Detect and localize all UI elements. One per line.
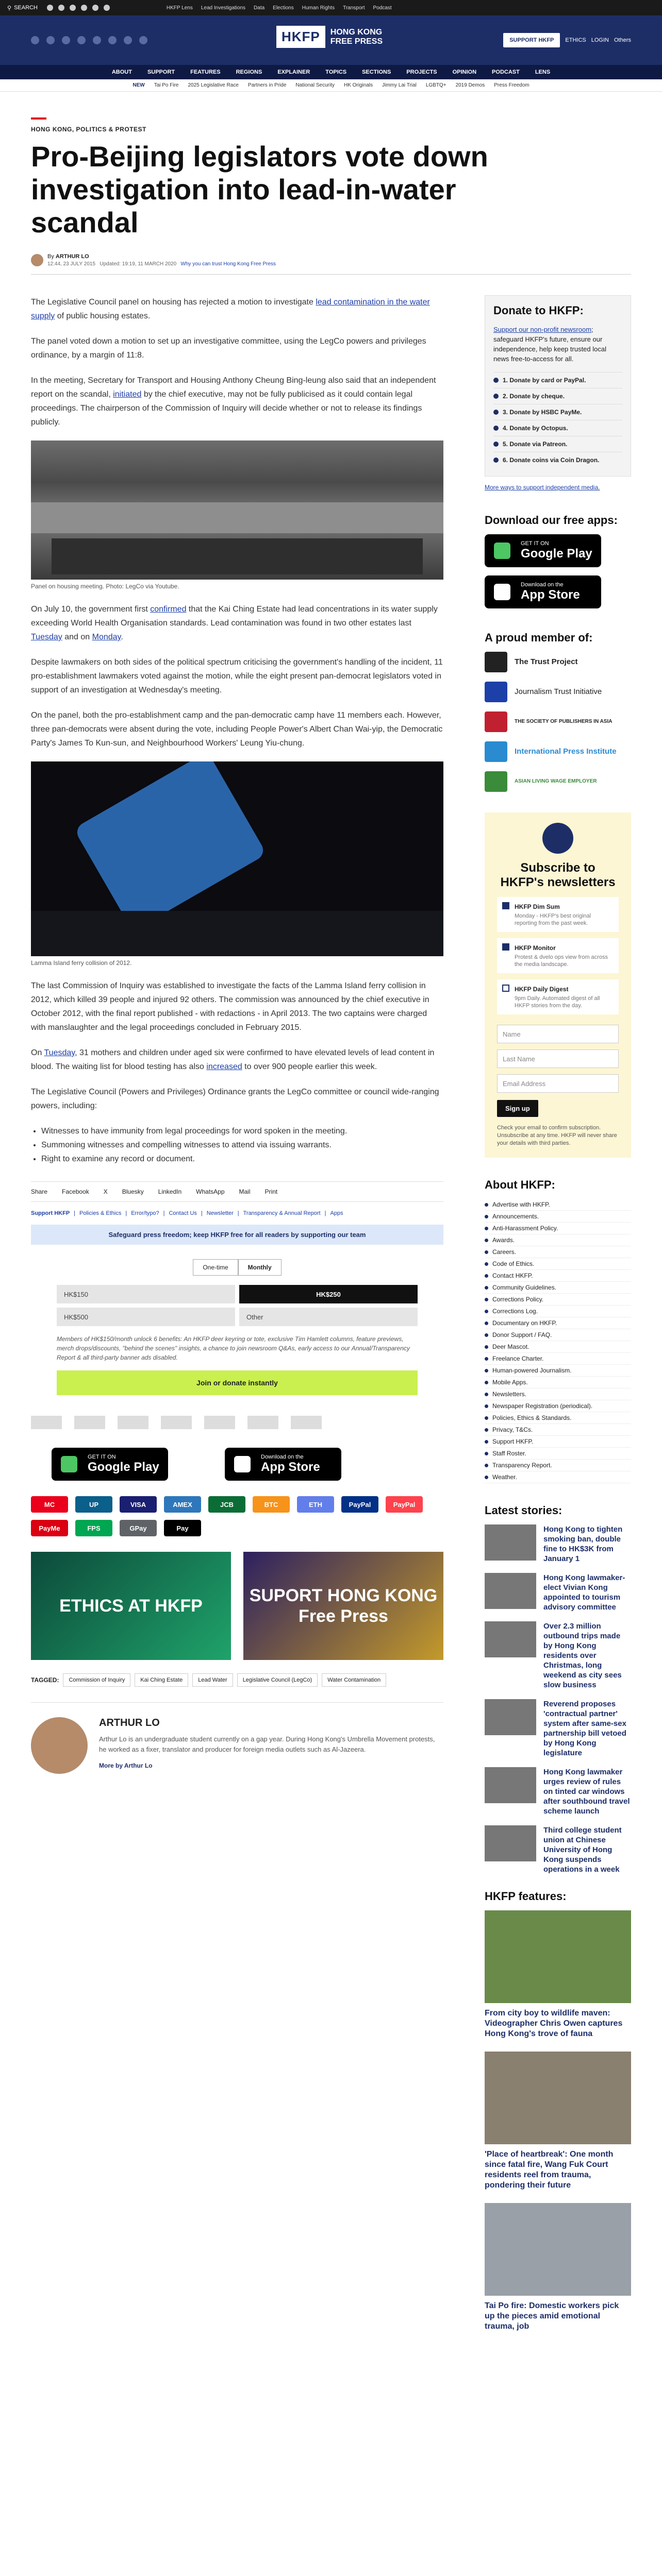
subnav-item[interactable]: 2025 Legislative Race	[188, 82, 239, 88]
accent-bar	[31, 117, 46, 120]
article-headline: Pro-Beijing legislators vote down investigation into lead-in-water scandal	[31, 140, 488, 239]
subnav-item[interactable]: 2019 Demos	[455, 82, 485, 88]
about-item[interactable]: Weather.	[485, 1471, 631, 1483]
member-title: A proud member of:	[485, 631, 593, 644]
nav-item[interactable]: EXPLAINER	[277, 69, 310, 75]
list-item: • Summoning witnesses and compelling witnesses to attend via issuing warrants.	[41, 1138, 443, 1152]
support-link[interactable]: Contact Us	[169, 1210, 197, 1216]
mastercard-icon: MC	[31, 1496, 68, 1513]
about-item[interactable]: Mobile Apps.	[485, 1377, 631, 1388]
donate-option[interactable]: 3. Donate by HSBC PayMe.	[493, 404, 622, 420]
paypal-icon: PayPal	[341, 1496, 378, 1513]
logo-mark: HKFP	[276, 26, 325, 48]
amex-icon: AMEX	[164, 1496, 201, 1513]
ferry-collision-photo	[31, 761, 443, 956]
subnav-item[interactable]: LGBTQ+	[425, 82, 446, 88]
about-item[interactable]: Privacy, T&Cs.	[485, 1424, 631, 1436]
about-item[interactable]: Documentary on HKFP.	[485, 1317, 631, 1329]
search-icon: ⚲	[7, 5, 12, 11]
share-whatsapp[interactable]: WhatsApp	[196, 1188, 225, 1195]
play-icon	[61, 1456, 77, 1472]
facebook-icon[interactable]	[47, 5, 53, 11]
instagram-icon[interactable]	[62, 36, 70, 44]
latest-story[interactable]: Over 2.3 million outbound trips made by Hong Kong residents over Christmas, long weekend as city sees slow business	[485, 1621, 631, 1690]
payment-methods	[31, 1496, 433, 1536]
nav-item[interactable]: TOPICS	[325, 69, 347, 75]
subnav-item[interactable]: National Security	[295, 82, 335, 88]
about-item[interactable]: Staff Roster.	[485, 1448, 631, 1460]
feature-story[interactable]: 'Place of heartbreak': One month since fatal fire, Wang Fuk Court residents reel from trauma, pondering their future	[485, 2052, 631, 2191]
about-item[interactable]: Code of Ethics.	[485, 1258, 631, 1270]
support-banner[interactable]: Safeguard press freedom; keep HKFP free for all readers by supporting our team	[31, 1225, 443, 1245]
monthly-tab[interactable]: Monthly	[238, 1259, 282, 1276]
about-item[interactable]: Newspaper Registration (periodical).	[485, 1400, 631, 1412]
tag[interactable]: Commission of Inquiry	[63, 1673, 130, 1687]
newsletter-option[interactable]: HKFP Daily Digest 9pm Daily. Automated digest of all HKFP stories from the day.	[497, 979, 619, 1014]
donate-option[interactable]: 4. Donate by Octopus.	[493, 420, 622, 436]
trending-link[interactable]: Elections	[273, 5, 294, 11]
asian-living-wage-logo	[291, 1416, 322, 1429]
fps-icon: FPS	[75, 1520, 112, 1536]
support-link[interactable]: Support HKFP	[31, 1210, 70, 1216]
apple-icon	[234, 1456, 251, 1472]
sopa-logo	[485, 711, 507, 732]
nav-item[interactable]: PROJECTS	[406, 69, 437, 75]
paragraph: Despite lawmakers on both sides of the political spectrum criticising the government's handling of the incident, 11 pro-establishment lawmakers voted against the motion, while the eight present pan-democrat legislators voted in support of an investigation at Wednesday's meeting.	[31, 658, 443, 694]
donate-icon	[493, 410, 499, 415]
amount-option[interactable]: HK$150	[57, 1285, 235, 1303]
feature-story[interactable]: From city boy to wildlife maven: Videographer Chris Owen captures Hong Kong's trove of fauna	[485, 1910, 631, 2039]
bitcoin-icon: BTC	[253, 1496, 290, 1513]
donate-icon	[493, 394, 499, 399]
author-bio: Arthur Lo is an undergraduate student currently on a gap year. During Hong Kong's Umbrella Movement protests, he worked as a fixer, translator and producer for foreign media outlets such as Al-Jazeera.	[99, 1735, 435, 1753]
app-store-button[interactable]: Download on the App Store	[225, 1448, 341, 1481]
feature-image	[485, 2203, 631, 2296]
donate-link[interactable]: Support our non-profit newsroom	[493, 326, 592, 333]
nav-item[interactable]: SUPPORT	[147, 69, 175, 75]
donate-icon	[493, 426, 499, 431]
subnav-item[interactable]: Partners in Pride	[247, 82, 287, 88]
linkedin-icon[interactable]	[92, 5, 98, 11]
google-play-button[interactable]: GET IT ON Google Play	[52, 1448, 168, 1481]
about-item[interactable]: Transparency Report.	[485, 1460, 631, 1471]
nav-item[interactable]: PODCAST	[492, 69, 520, 75]
newsletter-title: Subscribe to HKFP's newsletters	[500, 861, 616, 889]
updated-date: Updated: 19:19, 11 MARCH 2020	[100, 261, 177, 267]
ipi-logo	[161, 1416, 192, 1429]
signup-button[interactable]: Sign up	[497, 1100, 538, 1117]
member-item[interactable]: ASIAN LIVING WAGE EMPLOYER	[485, 771, 631, 792]
checkbox-checked[interactable]	[502, 902, 509, 909]
photo-caption: Panel on housing meeting. Photo: LegCo via Youtube.	[31, 583, 179, 590]
subnav-item[interactable]: HK Originals	[343, 82, 373, 88]
youtube-icon[interactable]	[81, 5, 87, 11]
trust-link[interactable]: Why you can trust Hong Kong Free Press	[180, 261, 276, 267]
list-item: • Right to examine any record or document.	[41, 1152, 443, 1166]
trending-link[interactable]: HKFP Lens	[166, 5, 193, 11]
legco-meeting-photo	[31, 440, 443, 580]
latest-story[interactable]: Reverend proposes 'contractual partner' system after same-sex partnership bill vetoed by Hong Kong legislature	[485, 1699, 631, 1758]
site-logo[interactable]: HKFP HONG KONG FREE PRESS	[276, 26, 383, 48]
author-link[interactable]: ARTHUR LO	[55, 253, 89, 260]
about-item[interactable]: Anti-Harassment Policy.	[485, 1223, 631, 1234]
linkedin-icon[interactable]	[108, 36, 117, 44]
share-bar: Share Facebook X Bluesky LinkedIn WhatsApp Mail Print	[31, 1181, 443, 1202]
x-icon[interactable]	[58, 5, 64, 11]
asian-press-logo	[204, 1416, 235, 1429]
share-mail[interactable]: Mail	[239, 1188, 251, 1195]
about-item[interactable]: Corrections Policy.	[485, 1294, 631, 1306]
about-item[interactable]: Freelance Charter.	[485, 1353, 631, 1365]
newsletter-box	[485, 812, 631, 1158]
author-photo	[31, 1717, 88, 1774]
paragraph: In the meeting, Secretary for Transport and Housing Anthony Cheung Bing-leung also said that an independent report on the scandal, initiated by the chief executive, may not be fully publicised as it could contain legal proceedings. The chairperson of the Commission of Inquiry will decide whether or not to release its findings publicly.	[31, 376, 436, 427]
site-header	[0, 15, 662, 65]
telegram-icon[interactable]	[124, 36, 132, 44]
app-store-button[interactable]: Download on the App Store	[485, 575, 601, 608]
inline-link[interactable]: Tuesday	[44, 1048, 75, 1057]
sidebar	[485, 295, 631, 2344]
ethereum-icon: ETH	[297, 1496, 334, 1513]
author-box	[31, 1702, 443, 1774]
about-title: About HKFP:	[485, 1178, 555, 1191]
about-item[interactable]: Advertise with HKFP.	[485, 1199, 631, 1211]
about-item[interactable]: Newsletters.	[485, 1388, 631, 1400]
trending-link[interactable]: Data	[254, 5, 265, 11]
header-social	[31, 36, 147, 44]
features-title: HKFP features:	[485, 1890, 567, 1903]
ethics-link[interactable]: ETHICS	[565, 37, 586, 43]
name-field[interactable]: Name	[497, 1025, 619, 1043]
nav-item[interactable]: SECTIONS	[362, 69, 391, 75]
youtube-icon[interactable]	[93, 36, 101, 44]
trending-link[interactable]: Podcast	[373, 5, 392, 11]
tag[interactable]: Legislative Council (LegCo)	[237, 1673, 318, 1687]
donate-icon	[493, 457, 499, 463]
support-link[interactable]: Apps	[330, 1210, 343, 1216]
share-x[interactable]: X	[103, 1188, 108, 1195]
x-icon[interactable]	[46, 36, 55, 44]
member-item[interactable]: Journalism Trust Initiative	[485, 682, 631, 702]
donate-option[interactable]: 2. Donate by cheque.	[493, 388, 622, 404]
support-link[interactable]: Transparency & Annual Report	[243, 1210, 321, 1216]
jti-logo	[74, 1416, 105, 1429]
sopa-logo	[118, 1416, 148, 1429]
nav-item[interactable]: OPINION	[452, 69, 477, 75]
support-links: Support HKFP | Policies & Ethics | Error/typo? | Contact Us | Newsletter | Transparency & Annual Report | Apps	[31, 1210, 343, 1216]
member-perks: Members of HK$150/month unlock 6 benefits: An HKFP deer keyring or tote, exclusive Tim Hamlett columns, feature previews, merch drops/discounts, "behind the scenes" insights, a chance to join newsroom Q&As, early access to our Annual/Transparency Report & all third-party banner ads disabled.	[57, 1335, 410, 1361]
tag[interactable]: Kai Ching Estate	[135, 1673, 188, 1687]
support-link[interactable]: Error/typo?	[131, 1210, 159, 1216]
share-print[interactable]: Print	[264, 1188, 278, 1195]
top-bar	[0, 0, 662, 15]
latest-story[interactable]: Hong Kong to tighten smoking ban, double fine to HK$3K from January 1	[485, 1524, 631, 1564]
member-logos-row	[31, 1416, 443, 1429]
story-thumbnail	[485, 1573, 536, 1609]
photo-caption: Lamma Island ferry collision of 2012.	[31, 959, 132, 967]
paragraph: On the panel, both the pro-establishment camp and the pan-democratic camp have 11 members each. However, three pan-democrats were absent during the vote, including People Power's Albert Chan Wai-yip, the Democratic Party's James To Kun-sun, and Neighbourhood Workers' Leung Yiu-chung.	[31, 711, 443, 748]
about-item[interactable]: Human-powered Journalism.	[485, 1365, 631, 1377]
paragraph: The Legislative Council (Powers and Privileges) Ordinance grants the LegCo committee or council wide-ranging powers, including:	[31, 1088, 439, 1110]
donate-option[interactable]: 6. Donate coins via Coin Dragon.	[493, 452, 622, 468]
story-thumbnail	[485, 1767, 536, 1803]
newsletter-option[interactable]: HKFP Dim Sum Monday - HKFP's best original reporting from the past week.	[497, 897, 619, 932]
about-item[interactable]: Policies, Ethics & Standards.	[485, 1412, 631, 1424]
amount-option[interactable]: HK$500	[57, 1308, 235, 1326]
jcb-icon: JCB	[208, 1496, 245, 1513]
subnav-item[interactable]: Tai Po Fire	[154, 82, 179, 88]
about-item[interactable]: Awards.	[485, 1234, 631, 1246]
search-toggle[interactable]: ⚲ SEARCH	[7, 5, 38, 11]
donate-option[interactable]: 5. Donate via Patreon.	[493, 436, 622, 452]
more-ways-link[interactable]: More ways to support independent media.	[485, 484, 600, 491]
patreon-icon: PayPal	[386, 1496, 423, 1513]
story-thumbnail	[485, 1524, 536, 1561]
nav-item[interactable]: LENS	[535, 69, 551, 75]
join-donate-button[interactable]: Join or donate instantly	[57, 1370, 418, 1395]
story-thumbnail	[485, 1699, 536, 1735]
support-link[interactable]: Policies & Ethics	[79, 1210, 122, 1216]
support-promo[interactable]: SUPORT HONG KONG Free Press	[243, 1552, 443, 1660]
paragraph: The last Commission of Inquiry was established to investigate the facts of the Lamma Island ferry collision in 2012, which killed 39 people and injured 92 others. The commission was announced by the chief executive in October 2012, with the final report published - with redactions - in April 2013. The two captains were charged with manslaughter and the legal proceedings concluded in February 2015.	[31, 981, 429, 1032]
feature-image	[485, 1910, 631, 2003]
list-item: • Witnesses to have immunity from legal proceedings for word spoken in the meeting.	[41, 1124, 443, 1138]
about-item[interactable]: Donor Support / FAQ.	[485, 1329, 631, 1341]
member-item[interactable]: THE SOCIETY OF PUBLISHERS IN ASIA	[485, 711, 631, 732]
inline-link[interactable]: initiated	[113, 390, 142, 399]
subnav-item[interactable]: Press Freedom	[494, 82, 529, 88]
donate-title: Donate to HKFP:	[493, 304, 584, 317]
support-link[interactable]: Newsletter	[206, 1210, 234, 1216]
ipi-logo	[485, 741, 507, 762]
hkfp-logo-circle	[542, 823, 573, 854]
about-item[interactable]: Community Guidelines.	[485, 1282, 631, 1294]
apps-title: Download our free apps:	[485, 514, 618, 527]
frequency-toggle	[57, 1259, 418, 1276]
article-body	[31, 295, 443, 1774]
social-icons	[47, 5, 110, 11]
google-pay-icon: GPay	[120, 1520, 157, 1536]
donate-option[interactable]: 1. Donate by card or PayPal.	[493, 372, 622, 388]
author-avatar	[31, 254, 43, 266]
paragraph: On Tuesday, 31 mothers and children under aged six were confirmed to have elevated levels of lead content in blood. The waiting list for blood testing has also increased to over 900 people earlier this week.	[31, 1048, 435, 1071]
one-time-tab[interactable]: One-time	[193, 1259, 238, 1276]
signup-note: Check your email to confirm subscription. Unsubscribe at any time. HKFP will never share your details with third parties.	[497, 1125, 617, 1146]
feature-image	[485, 2052, 631, 2144]
member-item[interactable]: International Press Institute	[485, 741, 631, 762]
nav-item[interactable]: REGIONS	[236, 69, 262, 75]
share-bluesky[interactable]: Bluesky	[122, 1188, 144, 1195]
apple-pay-icon: Pay	[164, 1520, 201, 1536]
inline-link[interactable]: increased	[206, 1062, 242, 1071]
publish-date: 12:44, 23 JULY 2015	[47, 261, 96, 267]
nav-item[interactable]: FEATURES	[190, 69, 221, 75]
inline-link[interactable]: confirmed	[150, 605, 187, 614]
amount-option[interactable]: Other	[239, 1308, 418, 1326]
living-wage-logo	[247, 1416, 278, 1429]
amount-option-selected[interactable]: HK$250	[239, 1285, 418, 1303]
more-link[interactable]: Others	[614, 37, 631, 43]
story-thumbnail	[485, 1621, 536, 1657]
visa-icon: VISA	[120, 1496, 157, 1513]
powers-list	[41, 1124, 443, 1166]
jti-logo	[485, 682, 507, 702]
donate-icon	[493, 378, 499, 383]
latest-title: Latest stories:	[485, 1504, 562, 1517]
google-play-button[interactable]: GET IT ON Google Play	[485, 534, 601, 567]
tag[interactable]: Lead Water	[192, 1673, 233, 1687]
tag-list: TAGGED: Commission of Inquiry Kai Ching Estate Lead Water Legislative Council (LegCo) Water Contamination	[31, 1673, 443, 1687]
latest-story[interactable]: Hong Kong lawmaker-elect Vivian Kong appointed to tourism advisory committee	[485, 1573, 631, 1612]
main-nav	[0, 65, 662, 79]
article-category[interactable]: HONG KONG, POLITICS & PROTEST	[31, 126, 146, 133]
page-wrap	[31, 117, 631, 2331]
new-badge: NEW	[133, 82, 145, 88]
rss-icon[interactable]	[139, 36, 147, 44]
story-thumbnail	[485, 1825, 536, 1861]
sub-nav	[0, 79, 662, 92]
telegram-icon[interactable]	[104, 5, 110, 11]
about-item[interactable]: Support HKFP.	[485, 1436, 631, 1448]
donate-widget	[57, 1259, 418, 1395]
trending-link[interactable]: Human Rights	[302, 5, 335, 11]
trust-project-logo	[31, 1416, 62, 1429]
about-item[interactable]: Announcements.	[485, 1211, 631, 1223]
threads-icon[interactable]	[77, 36, 86, 44]
paragraph: The panel voted down a motion to set up an investigative committee, using the LegCo powers and privileges ordinance, by a margin of 11:8.	[31, 337, 426, 360]
paragraph: The Legislative Council panel on housing has rejected a motion to investigate lead contamination in the water supply of public housing estates.	[31, 298, 430, 320]
instagram-icon[interactable]	[70, 5, 76, 11]
about-item[interactable]: Careers.	[485, 1246, 631, 1258]
more-by-author-link[interactable]: More by Arthur Lo	[99, 1762, 153, 1769]
inline-link[interactable]: lead contamination in the water supply	[31, 298, 430, 320]
inline-link[interactable]: Tuesday	[31, 633, 62, 641]
inline-link[interactable]: Monday	[92, 633, 121, 641]
play-icon	[494, 543, 510, 559]
trending-link[interactable]: Transport	[343, 5, 365, 11]
trending-links	[167, 5, 392, 11]
share-facebook[interactable]: Facebook	[62, 1188, 89, 1195]
apple-icon	[494, 584, 510, 600]
latest-story[interactable]: Third college student union at Chinese University of Hong Kong suspends operations in a week	[485, 1825, 631, 1874]
last-name-field[interactable]: Last Name	[497, 1049, 619, 1068]
latest-story[interactable]: Hong Kong lawmaker urges review of rules on tinted car windows after southbound travel scheme launch	[485, 1767, 631, 1816]
about-list	[485, 1199, 631, 1483]
facebook-icon[interactable]	[31, 36, 39, 44]
unionpay-icon: UP	[75, 1496, 112, 1513]
login-link[interactable]: LOGIN	[591, 37, 609, 43]
about-item[interactable]: Contact HKFP.	[485, 1270, 631, 1282]
checkbox[interactable]	[502, 985, 509, 992]
paragraph: On July 10, the government first confirmed that the Kai Ching Estate had lead concentrations in its water supply exceeding World Health Organisation standards. Lead contamination was found in two other estates last Tuesday and on Monday.	[31, 605, 438, 641]
about-item[interactable]: Corrections Log.	[485, 1306, 631, 1317]
byline: By ARTHUR LO 12:44, 23 JULY 2015 Updated: 19:19, 11 MARCH 2020 Why you can trust Hong Kong Free Press	[31, 253, 631, 267]
donate-icon	[493, 442, 499, 447]
support-button[interactable]: SUPPORT HKFP	[503, 33, 560, 47]
about-item[interactable]: Deer Mascot.	[485, 1341, 631, 1353]
email-field[interactable]: Email Address	[497, 1074, 619, 1093]
payme-icon: PayMe	[31, 1520, 68, 1536]
trending-link[interactable]: Lead Investigations	[201, 5, 246, 11]
tag[interactable]: Water Contamination	[322, 1673, 386, 1687]
living-wage-logo	[485, 771, 507, 792]
trust-project-logo	[485, 652, 507, 672]
author-name[interactable]: ARTHUR LO	[99, 1717, 160, 1728]
newsletter-option[interactable]: HKFP Monitor Protest & dvelo ops view from across the media landscape.	[497, 938, 619, 973]
nav-item[interactable]: ABOUT	[111, 69, 132, 75]
share-linkedin[interactable]: LinkedIn	[158, 1188, 182, 1195]
checkbox-checked[interactable]	[502, 943, 509, 951]
subnav-item[interactable]: Jimmy Lai Trial	[382, 82, 417, 88]
donate-box: Donate to HKFP: Support our non-profit newsroom; safeguard HKFP's future, ensure our independence, help keep trusted local news free-to-access for all. 1. Donate by card or PayPal. 2. Donate by cheque. 3. Donate by HSBC PayMe. 4. Donate by Octopus. 5. Donate via Patreon. 6. Donate coins via Coin Dragon.	[485, 295, 631, 477]
member-item[interactable]: The Trust Project	[485, 652, 631, 672]
ethics-promo[interactable]: ETHICS AT HKFP	[31, 1552, 231, 1660]
feature-story[interactable]: Tai Po fire: Domestic workers pick up the pieces amid emotional trauma, job	[485, 2203, 631, 2332]
